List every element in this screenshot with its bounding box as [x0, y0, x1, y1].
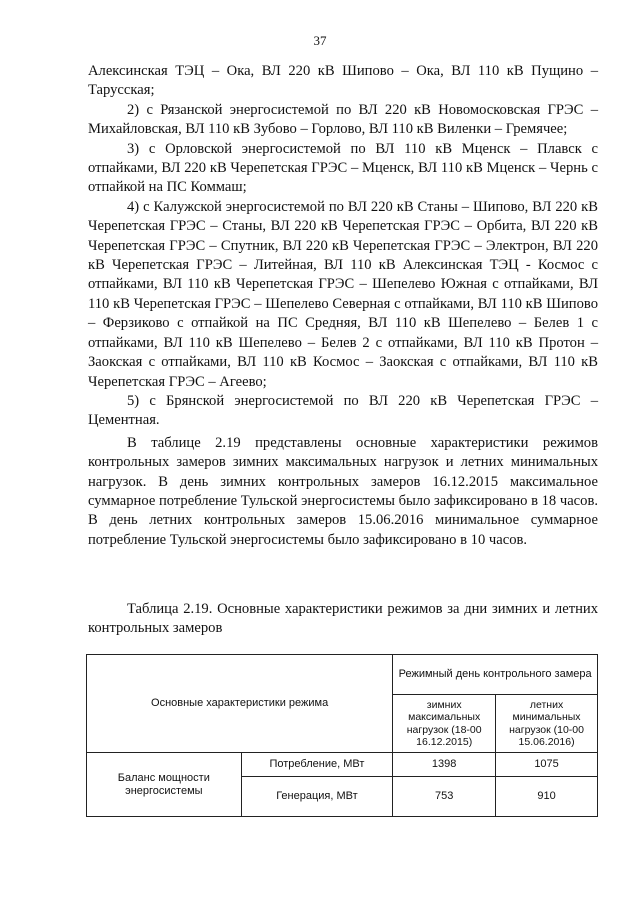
value-summer: 1075 — [496, 753, 598, 777]
table-caption-text: Таблица 2.19. Основные характеристики режимов за дни зимних и летних контрольных замеров — [88, 601, 598, 637]
paragraph-table-intro: В таблице 2.19 представлены основные характеристики режимов контрольных замеров зимних максимальных нагрузок и летних минимальных нагрузок. В день зимних контрольных замеров 16.12.2015 максимальное суммарное потребление Тульской энергосистемы было зафиксировано в 18 часов. В день летних контрольных замеров 15.06.2016 минимальное суммарное потребление Тульской энергосистемы было зафиксировано в 10 часов. — [88, 434, 598, 548]
paragraph-ryazan: 2) с Рязанской энергосистемой по ВЛ 220 кВ Новомосковская ГРЭС – Михайловская, ВЛ 110 кВ Зубово – Горлово, ВЛ 110 кВ Виленки – Гремячее; — [88, 101, 598, 138]
header-main: Основные характеристики режима — [87, 655, 393, 753]
table-row — [87, 753, 598, 777]
value-winter: 753 — [393, 777, 496, 817]
row-label: Потребление, МВт — [241, 753, 393, 777]
page-number: 37 — [313, 33, 327, 48]
row-label: Генерация, МВт — [241, 777, 393, 817]
paragraph-bryansk: 5) с Брянской энергосистемой по ВЛ 220 кВ Черепетская ГРЭС – Цементная. — [88, 392, 598, 429]
paragraph-orel: 3) с Орловской энергосистемой по ВЛ 110 кВ Мценск – Плавск с отпайками, ВЛ 220 кВ Черепетская ГРЭС – Мценск, ВЛ 110 кВ Мценск – Чернь с отпайкой на ПС Коммаш; — [88, 140, 598, 196]
table-header-row — [87, 655, 598, 695]
group-label: Баланс мощности энергосистемы — [87, 753, 242, 817]
header-day: Режимный день контрольного замера — [393, 655, 598, 695]
header-winter: зимних максимальных нагрузок (18-00 16.12.2015) — [393, 695, 496, 753]
value-summer: 910 — [496, 777, 598, 817]
paragraph-kaluga: 4) с Калужской энергосистемой по ВЛ 220 кВ Станы – Шипово, ВЛ 220 кВ Черепетская ГРЭС – Станы, ВЛ 220 кВ Черепетская ГРЭС – Орбита, ВЛ 220 кВ Черепетская ГРЭС – Спутник, ВЛ 220 кВ Черепетская ГРЭС – Электрон, ВЛ 220 кВ Черепетская ГРЭС – Литейная, ВЛ 110 кВ Алексинская ТЭЦ - Космос с отпайками, ВЛ 110 кВ Черепетская ГРЭС – Шепелево Южная с отпайками, ВЛ 110 кВ Черепетская ГРЭС – Шепелево Северная с отпайками, ВЛ 110 кВ Шипово – Ферзиково с отпайкой на ПС Средняя, ВЛ 110 кВ Шепелево – Белев 1 с отпайками, ВЛ 110 кВ Шепелево – Белев 2 с отпайками, ВЛ 110 кВ Протон – Заокская с отпайками, ВЛ 110 кВ Космос – Заокская с отпайками, ВЛ 110 кВ Черепетская ГРЭС – Агеево; — [88, 198, 598, 390]
value-winter: 1398 — [393, 753, 496, 777]
body-text — [88, 62, 598, 550]
paragraph-continuation: Алексинская ТЭЦ – Ока, ВЛ 220 кВ Шипово – Ока, ВЛ 110 кВ Пущино – Тарусская; — [88, 63, 598, 99]
characteristics-table — [86, 654, 598, 817]
header-summer: летних минимальных нагрузок (10-00 15.06.2016) — [496, 695, 598, 753]
table-caption — [88, 600, 598, 639]
